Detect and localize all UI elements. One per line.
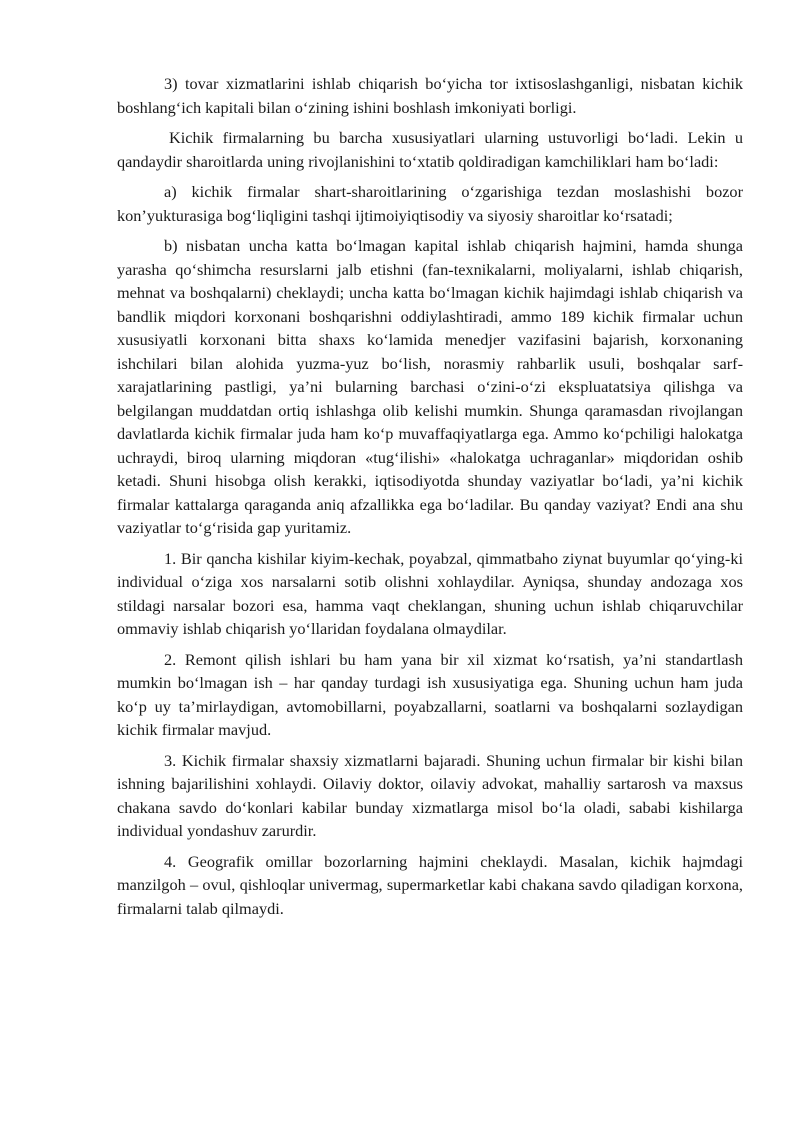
- paragraph-drawback-a: a) kichik firmalar shart-sharoitlarining o‘zgarishiga tezdan moslashishi bozor kon’yukturasiga bog‘liqligini tashqi ijtimoiyiqtisodiy va siyosiy sharoitlar ko‘rsatadi;: [117, 182, 743, 225]
- paragraph-drawback-b: b) nisbatan uncha katta bo‘lmagan kapital ishlab chiqarish hajmini, hamda shunga yarasha qo‘shimcha resurslarni jalb etishni (fan-texnikalarni, moliyalarni, ishlab chiqarish, mehnat va boshqalarni) cheklaydi; uncha katta bo‘lmagan kichik hajimdagi ishlab chiqarish va bandlik miqdori korxonani boshqarishni oddiylashtiradi, ammo 189 kichik firmalar uchun xususiyatli korxonani bitta shaxs ko‘lamida menedjer vazifasini bajarish, korxonaning ishchilari bilan alohida yuzma-yuz bo‘lish, norasmiy rahbarlik usuli, boshqalar sarf-xarajatlarining pastligi, ya’ni bularning barchasi o‘zini-o‘zi ekspluatatsiya qilishga va belgilangan muddatdan ortiq ishlashga olib kelishi mumkin. Shunga qaramasdan rivojlangan davlatlarda kichik firmalar juda ham ko‘p muvaffaqiyatlarga ega. Ammo ko‘pchiligi halokatga uchraydi, biroq ularning miqdoran «tug‘ilishi» «halokatga uchraganlar» miqdoridan oshib ketadi. Shuni hisobga olish kerakki, iqtisodiyotda shunday vaziyatlar bo‘ladi, ya’ni kichik firmalar kattalarga qaraganda aniq afzallikka ega bo‘ladilar. Bu qanday vaziyat? Endi ana shu vaziyatlar to‘g‘risida gap yuritamiz.: [117, 236, 743, 537]
- document-body: [117, 72, 743, 927]
- paragraph-point-3: 3) tovar xizmatlarini ishlab chiqarish bo‘yicha tor ixtisoslashganligi, nisbatan kichik boshlang‘ich kapitali bilan o‘zining ishini boshlash imkoniyati borligi.: [117, 74, 743, 117]
- paragraph-situation-2: 2. Remont qilish ishlari bu ham yana bir xil xizmat ko‘rsatish, ya’ni standartlash mumkin bo‘lmagan ish – har qanday turdagi ish xususiyatiga ega. Shuning uchun ham juda ko‘p uy ta’mirlaydigan, avtomobillarni, poyabzallarni, soatlarni va boshqalarni sozlaydigan kichik firmalar mavjud.: [117, 649, 743, 739]
- paragraph-situation-1: 1. Bir qancha kishilar kiyim-kechak, poyabzal, qimmatbaho ziynat buyumlar qo‘ying-ki individual o‘ziga xos narsalarni sotib olishni xohlaydilar. Ayniqsa, shunday andozaga xos stildagi narsalar bozori esa, hamma vaqt cheklangan, shuning uchun ishlab chiqaruvchilar ommaviy ishlab chiqarish yo‘llaridan foydalana olmaydilar.: [117, 548, 743, 638]
- paragraph-situation-4: 4. Geografik omillar bozorlarning hajmini cheklaydi. Masalan, kichik hajmdagi manzilgoh – ovul, qishloqlar univermag, supermarketlar kabi chakana savdo qiladigan korxona, firmalarni talab qilmaydi.: [117, 851, 743, 918]
- paragraph-situation-3: 3. Kichik firmalar shaxsiy xizmatlarni bajaradi. Shuning uchun firmalar bir kishi bilan ishning bajarilishini xohlaydi. Oilaviy doktor, oilaviy advokat, mahalliy sartarosh va maxsus chakana savdo do‘konlari kabilar bunday xizmatlarga misol bo‘la oladi, sababi kishilarga individual yondashuv zarurdir.: [117, 750, 743, 840]
- paragraph-advantages-summary: Kichik firmalarning bu barcha xususiyatlari ularning ustuvorligi bo‘ladi. Lekin u qandaydir sharoitlarda uning rivojlanishini to‘xtatib qoldiradigan kamchiliklari ham bo‘ladi:: [117, 128, 743, 171]
